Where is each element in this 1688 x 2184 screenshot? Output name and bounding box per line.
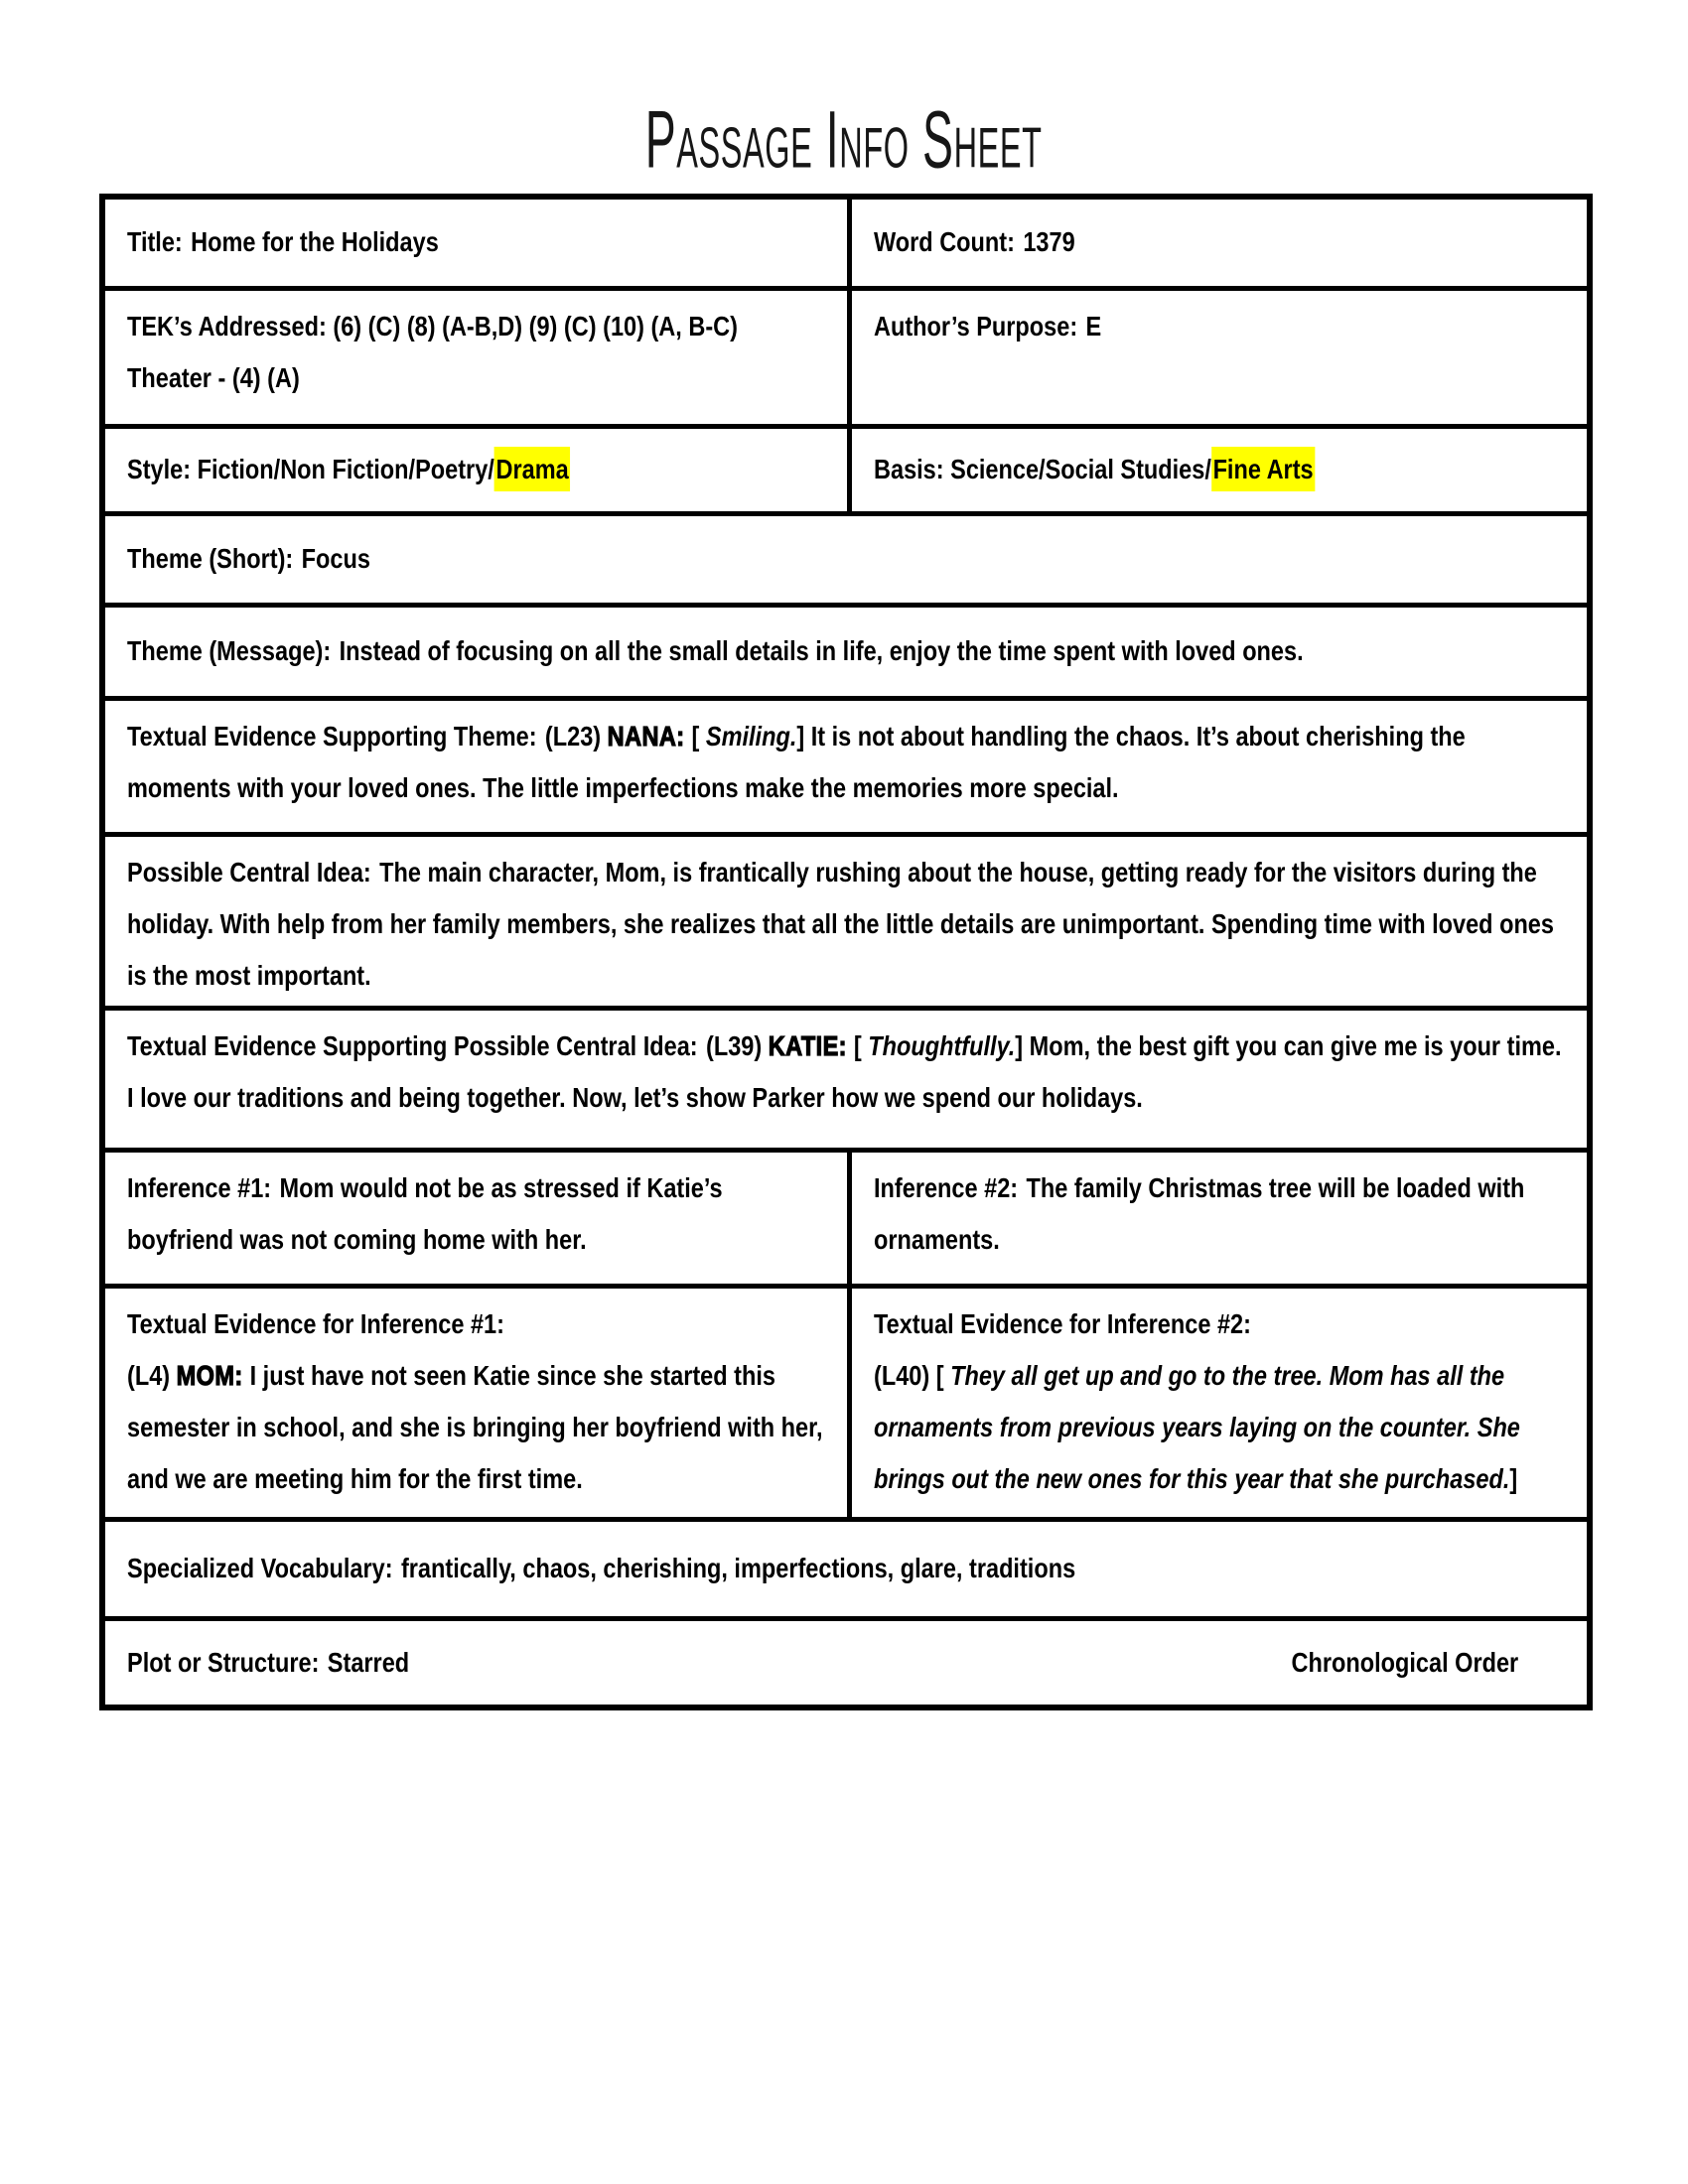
title-label: Title: bbox=[127, 226, 183, 258]
inference-1-value: Mom would not be as stressed if Katie’s boyfriend was not coming home with her. bbox=[127, 1171, 723, 1255]
theme-short-label: Theme (Short): bbox=[127, 543, 294, 574]
evidence-inference-2-stage-direction: They all get up and go to the tree. Mom has all the ornaments from previous years laying on the counter. She brings out the new ones for this year that she purchased. bbox=[873, 1359, 1520, 1494]
evidence-inference-1-line-ref: (L4) bbox=[127, 1359, 177, 1391]
evidence-inference-1-body bbox=[127, 1350, 824, 1505]
cell-theme-short bbox=[102, 513, 1590, 605]
cell-theme-message bbox=[102, 605, 1590, 698]
plot-structure-left bbox=[127, 1637, 409, 1689]
title-value: Home for the Holidays bbox=[191, 226, 439, 258]
evidence-central-idea-bracket-open: [ bbox=[853, 1029, 869, 1061]
row-inferences bbox=[102, 1150, 1590, 1286]
plot-structure-order: Chronological Order bbox=[1291, 1646, 1519, 1678]
cell-evidence-inference-1 bbox=[102, 1286, 849, 1519]
row-vocabulary bbox=[102, 1519, 1590, 1618]
evidence-central-idea-stage-direction: Thoughtfully. bbox=[868, 1029, 1016, 1061]
info-table bbox=[99, 194, 1593, 1710]
theme-message-label: Theme (Message): bbox=[127, 635, 332, 666]
evidence-theme-line-ref: (L23) bbox=[544, 720, 608, 751]
evidence-central-idea-quote: ] Mom, the best gift you can give me is your time. I love our traditions and being together. Now, let’s show Parker how we spend our holidays. bbox=[127, 1029, 1562, 1113]
cell-word-count bbox=[849, 197, 1590, 288]
row-theme-message bbox=[102, 605, 1590, 698]
theme-message-value: Instead of focusing on all the small details in life, enjoy the time spent with loved ones. bbox=[339, 635, 1304, 666]
evidence-inference-1-quote: I just have not seen Katie since she started this semester in school, and she is bringing her boyfriend with her, and we are meeting him for the first time. bbox=[127, 1359, 823, 1494]
style-highlighted-value: Drama bbox=[494, 447, 571, 491]
evidence-theme-speaker: NANA: bbox=[607, 720, 692, 751]
inference-2-value: The family Christmas tree will be loaded with ornaments. bbox=[873, 1171, 1524, 1255]
page-title-text: Passage Info Sheet bbox=[645, 94, 1043, 185]
inference-1-label: Inference #1: bbox=[127, 1171, 272, 1203]
style-prefix: Style: Fiction/Non Fiction/Poetry/ bbox=[127, 454, 494, 484]
row-style-basis bbox=[102, 426, 1590, 513]
teks-line2: Theater - (4) (A) bbox=[127, 361, 300, 393]
evidence-inference-2-body bbox=[874, 1350, 1565, 1505]
row-title-wordcount bbox=[102, 197, 1590, 288]
vocabulary-label: Specialized Vocabulary: bbox=[127, 1553, 393, 1583]
row-plot-structure bbox=[102, 1618, 1590, 1707]
evidence-theme-bracket-open: [ bbox=[691, 720, 706, 751]
evidence-central-idea-line-ref: (L39) bbox=[706, 1029, 769, 1061]
row-theme-short bbox=[102, 513, 1590, 605]
word-count-value: 1379 bbox=[1022, 226, 1075, 258]
evidence-inference-2-line-ref: (L40) bbox=[873, 1359, 936, 1391]
cell-evidence-theme bbox=[102, 698, 1590, 834]
evidence-central-idea-label: Textual Evidence Supporting Possible Central Idea: bbox=[127, 1029, 698, 1061]
row-evidence-inferences bbox=[102, 1286, 1590, 1519]
theme-short-value: Focus bbox=[301, 543, 370, 574]
evidence-inference-2-bracket-close: ] bbox=[1508, 1462, 1517, 1494]
evidence-inference-1-heading: Textual Evidence for Inference #1: bbox=[127, 1307, 504, 1339]
evidence-theme-stage-direction: Smiling. bbox=[705, 720, 797, 751]
plot-structure-label: Plot or Structure: bbox=[127, 1646, 320, 1678]
central-idea-label: Possible Central Idea: bbox=[127, 856, 371, 887]
evidence-inference-2-bracket-open: [ bbox=[935, 1359, 950, 1391]
page-title bbox=[0, 85, 1688, 195]
evidence-theme-quote: ] It is not about handling the chaos. It’s about cherishing the moments with your loved ones. The little imperfections make the memories more special. bbox=[127, 720, 1466, 803]
cell-title bbox=[102, 197, 849, 288]
cell-vocabulary bbox=[102, 1519, 1590, 1618]
basis-prefix: Basis: Science/Social Studies/ bbox=[873, 454, 1211, 484]
row-central-idea bbox=[102, 834, 1590, 1008]
vocabulary-value: frantically, chaos, cherishing, imperfections, glare, traditions bbox=[400, 1553, 1076, 1583]
authors-purpose-value: E bbox=[1085, 310, 1101, 341]
evidence-theme-label: Textual Evidence Supporting Theme: bbox=[127, 720, 537, 751]
row-evidence-central-idea bbox=[102, 1008, 1590, 1150]
row-evidence-theme bbox=[102, 698, 1590, 834]
plot-structure-value: Starred bbox=[327, 1646, 410, 1678]
basis-highlighted-value: Fine Arts bbox=[1210, 447, 1314, 491]
cell-basis bbox=[849, 426, 1590, 513]
cell-plot-structure bbox=[102, 1618, 1590, 1707]
inference-2-label: Inference #2: bbox=[873, 1171, 1018, 1203]
cell-inference-2 bbox=[849, 1150, 1590, 1286]
evidence-inference-1-speaker: MOM: bbox=[176, 1359, 250, 1391]
cell-authors-purpose bbox=[849, 288, 1590, 426]
cell-evidence-inference-2 bbox=[849, 1286, 1590, 1519]
evidence-central-idea-speaker: KATIE: bbox=[768, 1029, 854, 1061]
word-count-label: Word Count: bbox=[873, 226, 1015, 258]
teks-line1: TEK’s Addressed: (6) (C) (8) (A-B,D) (9) (C) (10) (A, B-C) bbox=[127, 310, 738, 341]
evidence-inference-2-heading: Textual Evidence for Inference #2: bbox=[873, 1307, 1251, 1339]
cell-teks bbox=[102, 288, 849, 426]
cell-inference-1 bbox=[102, 1150, 849, 1286]
central-idea-value: The main character, Mom, is frantically rushing about the house, getting ready for the visitors during the holiday. With help from her family members, she realizes that all the little details are unimportant. Spending time with loved ones is the most important. bbox=[127, 856, 1554, 991]
cell-central-idea bbox=[102, 834, 1590, 1008]
authors-purpose-label: Author’s Purpose: bbox=[873, 310, 1077, 341]
cell-evidence-central-idea bbox=[102, 1008, 1590, 1150]
cell-style bbox=[102, 426, 849, 513]
row-teks-purpose bbox=[102, 288, 1590, 426]
